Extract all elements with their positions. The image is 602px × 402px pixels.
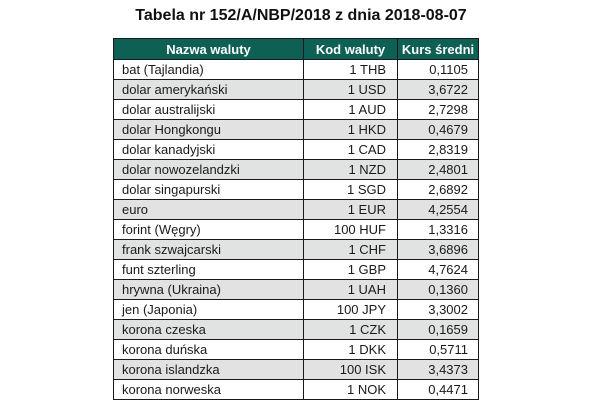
currency-name-cell: dolar amerykański [114,80,304,100]
currency-code-cell: 100 HUF [304,220,398,240]
average-rate-cell: 0,5711 [398,340,479,360]
table-row [114,80,479,100]
currency-code-cell: 1 SGD [304,180,398,200]
average-rate-cell: 4,7624 [398,260,479,280]
average-rate-cell: 1,3316 [398,220,479,240]
table-row [114,100,479,120]
currency-code-cell: 100 ISK [304,360,398,380]
table-row [114,320,479,340]
average-rate-cell: 2,7298 [398,100,479,120]
currency-code-cell: 1 CAD [304,140,398,160]
currency-name-cell: forint (Węgry) [114,220,304,240]
page-title: Tabela nr 152/A/NBP/2018 z dnia 2018-08-07 [135,7,467,24]
header-currency-code: Kod waluty [304,39,398,60]
currency-code-cell: 1 UAH [304,280,398,300]
average-rate-cell: 3,6722 [398,80,479,100]
currency-name-cell: dolar kanadyjski [114,140,304,160]
average-rate-cell: 0,4471 [398,380,479,400]
table-row [114,160,479,180]
exchange-rates-table [113,38,479,400]
currency-code-cell: 1 AUD [304,100,398,120]
currency-name-cell: korona czeska [114,320,304,340]
header-currency-name: Nazwa waluty [114,39,304,60]
average-rate-cell: 0,1105 [398,60,479,80]
currency-name-cell: korona norweska [114,380,304,400]
table-row [114,300,479,320]
table-row [114,200,479,220]
table-row [114,340,479,360]
table-row [114,280,479,300]
currency-name-cell: hrywna (Ukraina) [114,280,304,300]
currency-name-cell: jen (Japonia) [114,300,304,320]
currency-name-cell: korona duńska [114,340,304,360]
currency-name-cell: funt szterling [114,260,304,280]
table-row [114,60,479,80]
table-row [114,140,479,160]
currency-code-cell: 1 GBP [304,260,398,280]
currency-name-cell: dolar Hongkongu [114,120,304,140]
average-rate-cell: 3,4373 [398,360,479,380]
table-row [114,360,479,380]
table-row [114,120,479,140]
average-rate-cell: 4,2554 [398,200,479,220]
currency-name-cell: bat (Tajlandia) [114,60,304,80]
currency-code-cell: 1 EUR [304,200,398,220]
currency-code-cell: 100 JPY [304,300,398,320]
average-rate-cell: 2,4801 [398,160,479,180]
currency-code-cell: 1 NOK [304,380,398,400]
table-header-row [114,39,479,60]
table-row [114,220,479,240]
currency-code-cell: 1 HKD [304,120,398,140]
table-row [114,180,479,200]
table-body [114,60,479,400]
average-rate-cell: 2,8319 [398,140,479,160]
average-rate-cell: 0,1659 [398,320,479,340]
currency-code-cell: 1 CHF [304,240,398,260]
currency-name-cell: dolar nowozelandzki [114,160,304,180]
average-rate-cell: 0,4679 [398,120,479,140]
currency-code-cell: 1 THB [304,60,398,80]
currency-name-cell: frank szwajcarski [114,240,304,260]
average-rate-cell: 3,3002 [398,300,479,320]
currency-name-cell: euro [114,200,304,220]
average-rate-cell: 0,1360 [398,280,479,300]
currency-code-cell: 1 NZD [304,160,398,180]
table-row [114,240,479,260]
currency-code-cell: 1 USD [304,80,398,100]
currency-name-cell: dolar singapurski [114,180,304,200]
average-rate-cell: 2,6892 [398,180,479,200]
currency-name-cell: dolar australijski [114,100,304,120]
currency-code-cell: 1 DKK [304,340,398,360]
average-rate-cell: 3,6896 [398,240,479,260]
table-row [114,260,479,280]
header-average-rate: Kurs średni [398,39,479,60]
table-row [114,380,479,400]
currency-name-cell: korona islandzka [114,360,304,380]
currency-code-cell: 1 CZK [304,320,398,340]
